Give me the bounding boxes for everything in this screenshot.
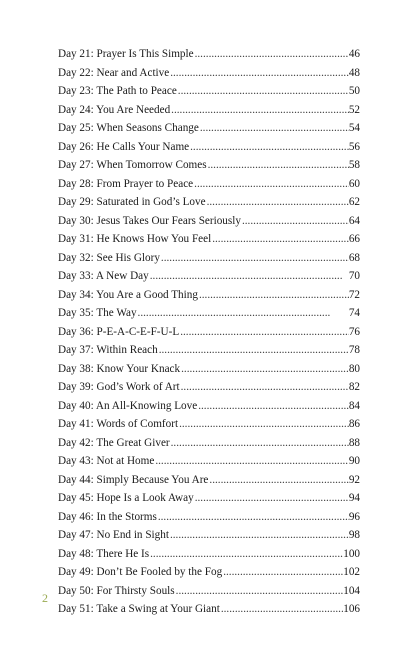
toc-entry-page: 98 <box>348 529 360 541</box>
dot-leader <box>160 249 349 268</box>
toc-entry-page: 72 <box>348 288 360 301</box>
toc-entry-title: Day 36: P-E-A-C-E-F-U-L <box>58 325 180 338</box>
toc-entry-page: 46 <box>348 48 360 60</box>
toc-entry-page: 96 <box>348 510 360 523</box>
toc-entry <box>58 415 360 434</box>
toc-entry-title: Day 38: Know Your Knack <box>58 362 181 375</box>
dot-leader <box>189 138 349 157</box>
dot-leader <box>193 175 349 194</box>
toc-entry-title: Day 39: God’s Work of Art <box>58 381 180 393</box>
toc-entry-title: Day 21: Prayer Is This Simple <box>58 48 194 60</box>
toc-entry-title: Day 41: Words of Comfort <box>58 418 179 430</box>
toc-entry-title: Day 50: For Thirsty Souls <box>58 584 175 597</box>
toc-entry <box>58 452 360 471</box>
toc-entry-title: Day 28: From Prayer to Peace <box>58 177 194 190</box>
toc-entry-page: 52 <box>348 103 360 116</box>
toc-entry-title: Day 34: You Are a Good Thing <box>58 288 198 301</box>
dot-leader <box>137 304 349 323</box>
dot-leader <box>157 508 349 527</box>
toc-entry <box>58 64 360 83</box>
toc-entry-title: Day 24: You Are Needed <box>58 103 171 116</box>
toc-entry-page: 58 <box>348 159 360 171</box>
toc-entry-title: Day 25: When Seasons Change <box>58 122 199 134</box>
toc-entry <box>58 119 360 138</box>
toc-entry <box>58 360 360 379</box>
toc-entry <box>58 230 360 249</box>
dot-leader <box>179 323 349 342</box>
toc-entry-page: 100 <box>343 547 360 560</box>
toc-entry <box>58 304 360 323</box>
toc-entry-page: 66 <box>348 233 360 245</box>
toc-entry-title: Day 35: The Way <box>58 307 137 319</box>
toc-entry <box>58 323 360 342</box>
toc-entry-title: Day 31: He Knows How You Feel <box>58 233 212 245</box>
toc-entry <box>58 45 360 64</box>
toc-entry <box>58 249 360 268</box>
toc-entry <box>58 378 360 397</box>
toc-entry-title: Day 51: Take a Swing at Your Giant <box>58 603 220 615</box>
toc-entry-page: 84 <box>348 399 360 412</box>
toc-entry-title: Day 23: The Path to Peace <box>58 85 177 97</box>
toc-entry-title: Day 27: When Tomorrow Comes <box>58 159 207 171</box>
toc-entry-title: Day 48: There He Is <box>58 547 150 560</box>
toc-entry-page: 56 <box>348 140 360 153</box>
toc-entry <box>58 582 360 601</box>
toc-entry <box>58 138 360 157</box>
dot-leader <box>207 156 349 175</box>
toc-entry <box>58 101 360 120</box>
toc-entry-title: Day 42: The Great Giver <box>58 436 170 449</box>
dot-leader <box>194 489 349 508</box>
toc-entry-title: Day 49: Don’t Be Fooled by the Fog <box>58 566 223 578</box>
toc-entry <box>58 508 360 527</box>
toc-entry-page: 82 <box>348 381 360 393</box>
toc-entry-title: Day 44: Simply Because You Are <box>58 473 209 486</box>
dot-leader <box>169 526 349 545</box>
dot-leader <box>208 471 348 490</box>
dot-leader <box>222 563 343 582</box>
toc-entry <box>58 545 360 564</box>
dot-leader <box>149 545 343 564</box>
dot-leader <box>170 101 349 120</box>
toc-entry <box>58 489 360 508</box>
dot-leader <box>170 434 349 453</box>
dot-leader <box>220 600 343 619</box>
toc-entry-title: Day 40: An All-Knowing Love <box>58 399 198 412</box>
dot-leader <box>169 64 349 83</box>
dot-leader <box>211 230 349 249</box>
toc-entry-page: 102 <box>343 566 360 578</box>
table-of-contents <box>58 45 360 619</box>
toc-entry-page: 64 <box>348 214 360 227</box>
dot-leader <box>198 286 349 305</box>
toc-entry-page: 68 <box>348 251 360 264</box>
dot-leader <box>194 45 349 64</box>
toc-entry-page: 50 <box>348 85 360 97</box>
toc-entry-title: Day 37: Within Reach <box>58 344 158 356</box>
toc-entry <box>58 434 360 453</box>
toc-entry-title: Day 30: Jesus Takes Our Fears Seriously <box>58 214 241 227</box>
toc-entry <box>58 286 360 305</box>
dot-leader <box>175 582 344 601</box>
dot-leader <box>178 415 349 434</box>
toc-entry <box>58 82 360 101</box>
toc-entry-page: 76 <box>348 325 360 338</box>
toc-entry-title: Day 47: No End in Sight <box>58 529 169 541</box>
dot-leader <box>154 452 348 471</box>
dot-leader <box>180 360 349 379</box>
toc-entry <box>58 526 360 545</box>
toc-entry-title: Day 43: Not at Home <box>58 455 155 467</box>
dot-leader <box>158 341 349 360</box>
toc-entry-page: 88 <box>348 436 360 449</box>
toc-entry <box>58 193 360 212</box>
toc-entry-title: Day 22: Near and Active <box>58 66 170 79</box>
toc-entry-page: 74 <box>348 307 360 319</box>
toc-entry <box>58 471 360 490</box>
toc-entry <box>58 175 360 194</box>
toc-entry-page: 62 <box>348 196 360 208</box>
dot-leader <box>149 267 349 286</box>
toc-entry-page: 86 <box>348 418 360 430</box>
toc-entry <box>58 212 360 231</box>
toc-entry-title: Day 32: See His Glory <box>58 251 160 264</box>
toc-entry-page: 78 <box>348 344 360 356</box>
toc-entry-page: 80 <box>348 362 360 375</box>
toc-entry-page: 104 <box>343 584 360 597</box>
toc-entry-title: Day 46: In the Storms <box>58 510 157 523</box>
toc-entry-page: 94 <box>348 492 360 504</box>
dot-leader <box>197 397 349 416</box>
toc-entry-page: 106 <box>343 603 360 615</box>
dot-leader <box>199 119 349 138</box>
toc-entry-page: 90 <box>348 455 360 467</box>
dot-leader <box>177 82 349 101</box>
dot-leader <box>206 193 349 212</box>
toc-entry-page: 92 <box>348 473 360 486</box>
toc-entry <box>58 341 360 360</box>
page-number: 2 <box>42 591 48 605</box>
toc-entry-page: 60 <box>348 177 360 190</box>
toc-entry-title: Day 45: Hope Is a Look Away <box>58 492 194 504</box>
toc-entry-title: Day 26: He Calls Your Name <box>58 140 190 153</box>
toc-entry <box>58 397 360 416</box>
dot-leader <box>241 212 349 231</box>
toc-entry-title: Day 33: A New Day <box>58 270 149 282</box>
toc-entry-title: Day 29: Saturated in God’s Love <box>58 196 206 208</box>
toc-entry-page: 54 <box>348 122 360 134</box>
toc-entry-page: 48 <box>348 66 360 79</box>
toc-entry <box>58 267 360 286</box>
toc-entry-page: 70 <box>348 270 360 282</box>
dot-leader <box>180 378 349 397</box>
toc-entry <box>58 156 360 175</box>
toc-entry <box>58 563 360 582</box>
toc-entry <box>58 600 360 619</box>
